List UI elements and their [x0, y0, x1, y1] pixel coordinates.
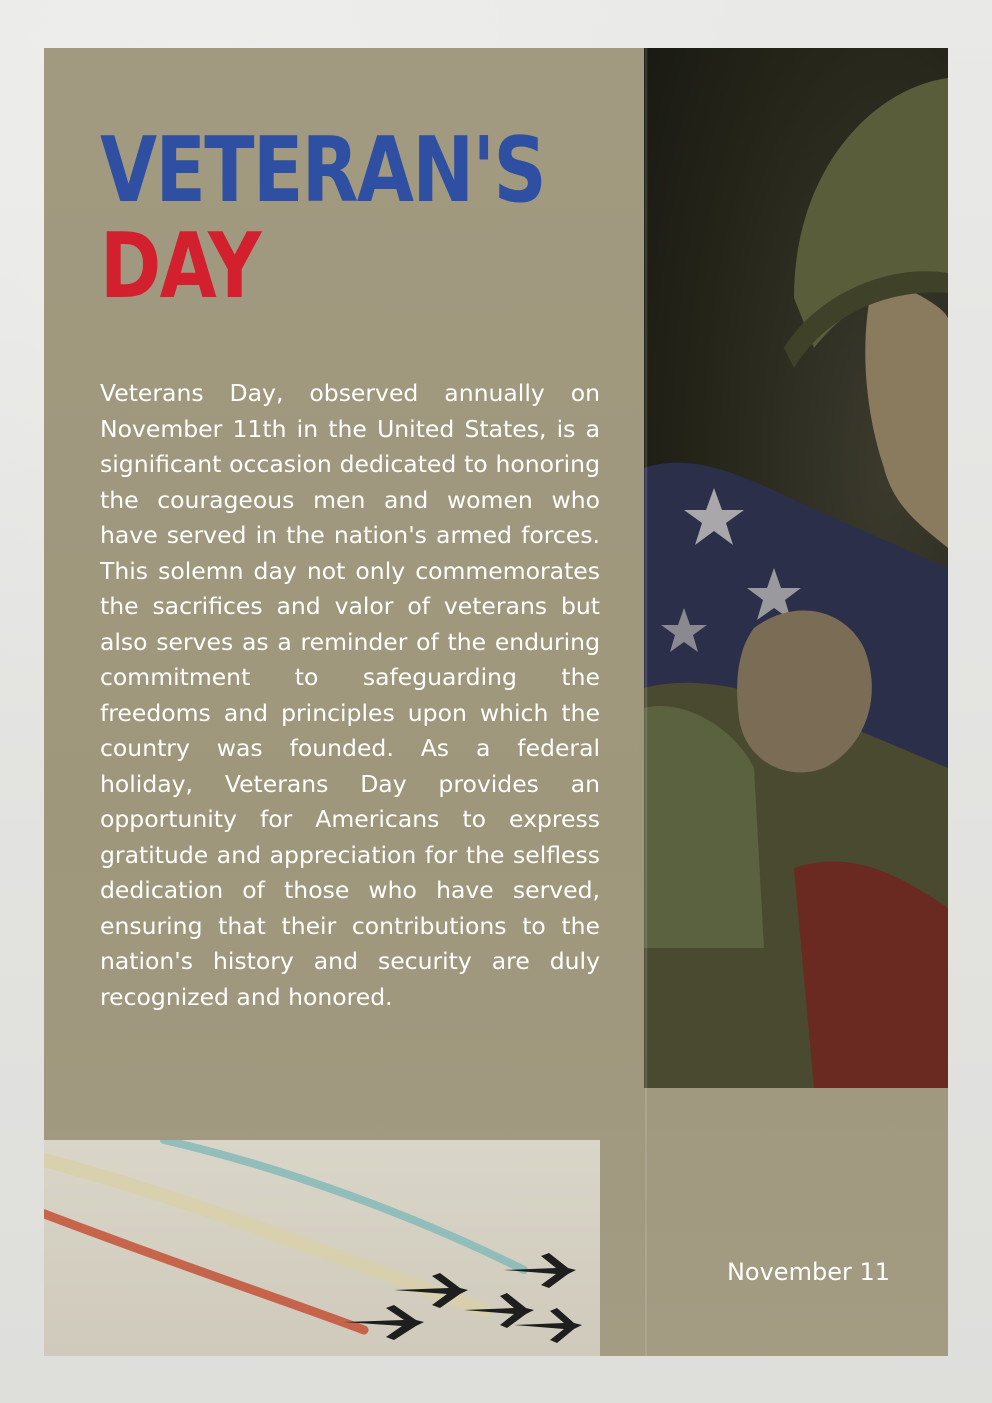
soldier-photo: [644, 48, 948, 1088]
paper-fold-line: [644, 48, 648, 1356]
title-line-veterans: VETERAN'S: [100, 118, 545, 223]
page-title: [100, 118, 580, 319]
title-line-day: DAY: [100, 214, 260, 319]
poster-panel: [44, 48, 948, 1356]
body-paragraph: Veterans Day, observed annually on November 11th in the United States, is a significant occasion dedicated to honoring the courageous men and women who have served in the nation's armed forces. This solemn day not only commemorates the sacrifices and valor of veterans but also serves as a reminder of the enduring commitment to safeguarding the freedoms and principles upon which the country was founded. As a federal holiday, Veterans Day provides an opportunity for Americans to express gratitude and appreciation for the selfless dedication of those who have served, ensuring that their contributions to the nation's history and security are duly recognized and honored.: [100, 379, 600, 1011]
date-label: November 11: [726, 1258, 890, 1286]
airplanes-photo: [44, 1140, 600, 1356]
